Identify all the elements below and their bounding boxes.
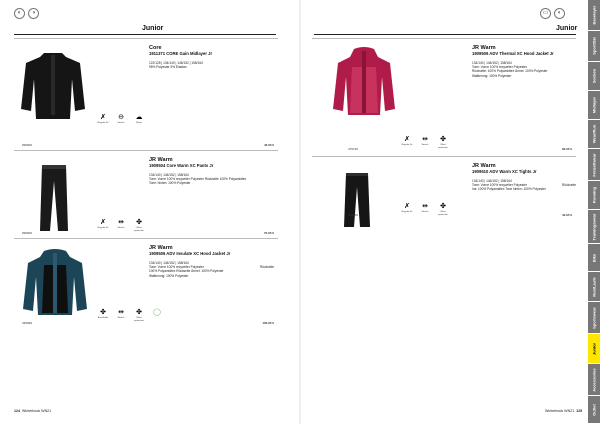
product-card[interactable] <box>14 38 278 148</box>
breathable-icon: ✤ Breathable <box>97 309 109 319</box>
product-name: 1909510 ADV Warm XC Tights Jr <box>472 169 537 174</box>
color-code: 999000 <box>22 143 33 147</box>
tab-socken[interactable]: Socken <box>588 62 600 91</box>
product-line: JR Warm <box>149 245 173 251</box>
category-tabs <box>588 0 600 424</box>
stretch-icon: ⊖ Stretch <box>117 114 125 124</box>
right-header-icons <box>540 8 565 19</box>
right-section-title: Junior <box>556 25 578 32</box>
left-section-title: Junior <box>142 25 164 32</box>
price: 40.95 € <box>263 143 274 147</box>
thermal-hood-jacket-image <box>332 47 396 117</box>
product-spec: 122/128 | 134/140 | 146/152 | 158/164 95% Polyester 5% Elastan <box>149 61 203 70</box>
feature-icons <box>400 203 450 216</box>
tab-junior[interactable]: Junior <box>588 334 600 364</box>
product-spec: 134/140 | 146/152 | 158/164 Tone: Vorne 100% recycelter Polyester Ins: 100% Polyamidtex Tone hinten: 100% Polyester <box>472 179 546 192</box>
wind-icon: ✤ Wind protection <box>134 219 144 232</box>
eco-icon: ◯ <box>153 309 161 316</box>
product-spec: 134/140 | 146/152 | 158/164 Tone: Vorne 100% recycelter Polyester 100% Polyamidtex Rückseite Ärmel: 100% Polyester Wattierung: 100% Polyester <box>149 261 224 278</box>
stretch-icon: ⇹ Stretch <box>421 203 429 213</box>
price: 40.95 € <box>561 213 572 217</box>
regular-fit-icon: ✗ Regular Fit <box>401 203 413 213</box>
tab-running[interactable]: Running <box>588 181 600 210</box>
regular-fit-icon: ✗ Regular Fit <box>97 219 109 229</box>
wind-icon: ✤ Wind protection <box>134 309 144 322</box>
color-code: 999000 <box>348 213 359 217</box>
feature-icons <box>96 309 164 322</box>
color-code: 475720 <box>348 147 359 151</box>
feature-icons <box>96 219 146 232</box>
product-line: JR Warm <box>472 45 496 51</box>
product-name: 1911371 CORE Gain Midlayer Jr <box>149 51 213 56</box>
stretch-icon: ⇹ Stretch <box>421 136 429 146</box>
product-card[interactable] <box>14 238 278 348</box>
tab-baselayer[interactable]: Baselayer <box>588 0 600 31</box>
right-header-rule <box>314 34 576 35</box>
pants-image <box>38 163 70 233</box>
tab-trainingswear[interactable]: Trainingswear <box>588 210 600 244</box>
product-line: Core <box>149 45 162 51</box>
product-line: JR Warm <box>149 157 173 163</box>
product-name: 1909506 ADV Insulate XC Hood Jacket Jr <box>149 251 231 256</box>
feature-icons <box>96 114 146 125</box>
brand-circle-icon: ◐ <box>554 8 565 19</box>
product-extra: Rückseite <box>562 183 576 187</box>
tab-outlet[interactable]: Outlet <box>588 396 600 424</box>
tights-image <box>342 171 372 229</box>
wind-icon: ✤ Wind protection <box>438 203 448 216</box>
craft-logo-icon: ▭ <box>540 8 551 19</box>
product-spec: 134/140 | 146/152 | 158/164 Tone: Vorne 100% recycelter Polyester Rückseite 100% Polyamidtex Tone: hinten: 100% Polyester <box>149 173 247 186</box>
product-card[interactable] <box>312 38 576 151</box>
product-spec: 134/140 | 146/152 | 158/164 Tone: Vorne 100% recycelter Polyester Rückseite: 100% Polyamidtex Ärmel: 100% Polyester Wattierung: 100% Polyester <box>472 61 548 78</box>
midlayer-jacket-image <box>20 49 86 121</box>
color-code: 999000 <box>22 231 33 235</box>
tab-sportswear[interactable]: Sportswear <box>588 302 600 334</box>
price: 70.95 € <box>263 231 274 235</box>
regular-fit-icon: ✗ Regular Fit <box>401 136 413 146</box>
tab-freizeitwear[interactable]: Freizeitwear <box>588 149 600 181</box>
product-line: JR Warm <box>472 163 496 169</box>
left-header-rule <box>14 34 276 35</box>
brand-circle-icon: ◑ <box>28 8 39 19</box>
stretch-icon: ⇹ Stretch <box>117 309 125 319</box>
color-code: 435999 <box>22 321 33 325</box>
price: 100.95 € <box>262 321 274 325</box>
left-header-icons <box>14 8 39 19</box>
left-footer: 124 Winterbook WN21 <box>14 409 52 413</box>
brand-circle-icon: ◐ <box>14 8 25 19</box>
feature-icons <box>400 136 450 149</box>
right-footer: Winterbook WN21 125 <box>545 409 583 413</box>
product-card[interactable] <box>312 156 576 266</box>
tab-accessories[interactable]: Accessories <box>588 364 600 396</box>
tab-run-laufe[interactable]: Run/Laufe <box>588 272 600 302</box>
product-extra: Rückseite <box>260 265 274 269</box>
tab-sport-ski[interactable]: Sport/Ski <box>588 31 600 62</box>
tab-wear-run[interactable]: Wear/Run <box>588 120 600 149</box>
tab-bike[interactable]: Bike <box>588 244 600 272</box>
insulate-jacket-image <box>22 247 88 317</box>
tab-midlayer[interactable]: Midlayer <box>588 91 600 120</box>
page-spine <box>299 0 301 424</box>
regular-fit-icon: ✗ Regular Fit <box>97 114 109 124</box>
wind-icon: ✤ Wind protection <box>438 136 448 149</box>
product-name: 1909509 ADV Thermal XC Hood Jacket Jr <box>472 51 554 56</box>
price: 90.95 € <box>561 147 572 151</box>
product-name: 1909504 Core Warm XC Pants Jr <box>149 163 214 168</box>
warm-icon: ☁ Warm <box>135 114 143 124</box>
stretch-icon: ⇹ Stretch <box>117 219 125 229</box>
